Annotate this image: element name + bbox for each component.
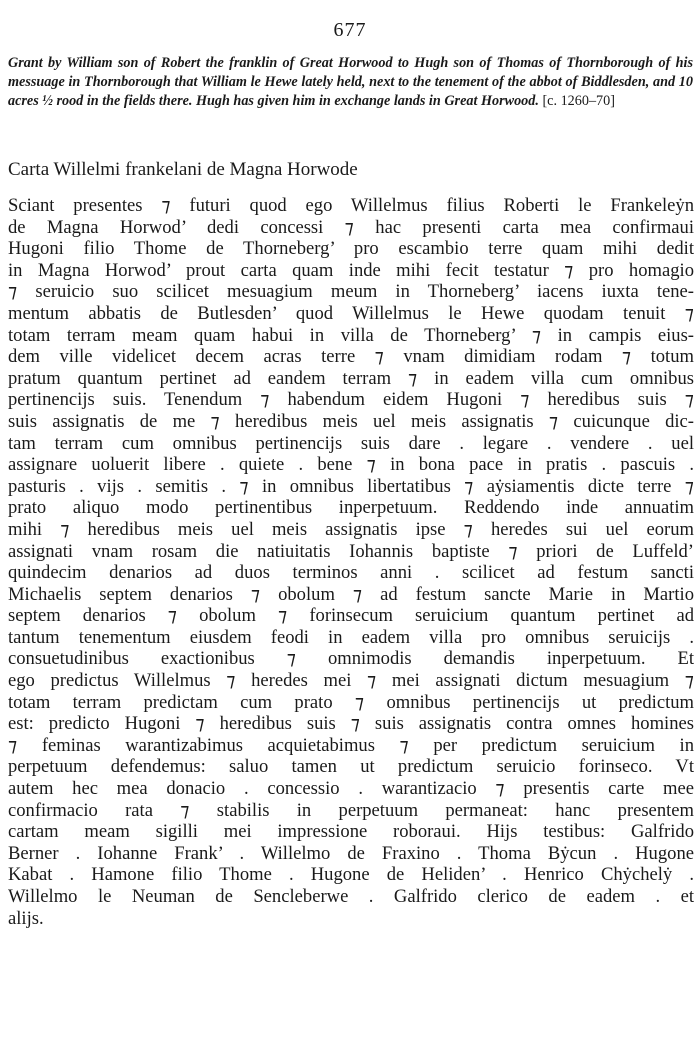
charter-line: totam terram meam quam habui in villa de Thorneberg’ ⁊ in campis eius-	[8, 324, 694, 346]
charter-line: suis assignatis de me ⁊ heredibus meis uel meis assignatis ⁊ cuicunque dic-	[8, 410, 694, 432]
charter-line: consuetudinibus exactionibus ⁊ omnimodis demandis inperpetuum. Et	[8, 648, 694, 670]
charter-line: mentum abbatis de Butlesden’ quod Willelmus le Hewe quodam tenuit ⁊	[8, 302, 694, 324]
charter-line: Sciant presentes ⁊ futuri quod ego Willelmus filius Roberti le Frankeleẏn	[8, 195, 694, 216]
charter-line: Kabat . Hamone filio Thome . Hugone de Heliden’ . Henrico Chẏchelẏ .	[8, 864, 694, 886]
charter-line: Willelmo le Neuman de Sencleberwe . Galfrido clerico de eadem . et	[8, 886, 694, 907]
charter-line: est: predicto Hugoni ⁊ heredibus suis ⁊ suis assignatis contra omnes homines	[8, 713, 694, 735]
charter-line: Berner . Iohanne Frank’ . Willelmo de Fraxino . Thoma Bẏcun . Hugone	[8, 842, 694, 864]
page-number: 677	[333, 19, 367, 41]
document-title: Carta Willelmi frankelani de Magna Horwode	[8, 159, 358, 180]
charter-line: tam terram cum omnibus pertinencijs suis dare . legare . vendere . uel	[8, 432, 694, 454]
charter-line: Michaelis septem denarios ⁊ obolum ⁊ ad festum sancte Marie in Martio	[8, 583, 694, 605]
charter-line: dem ville videlicet decem acras terre ⁊ vnam dimidiam rodam ⁊ totum	[8, 346, 694, 368]
charter-line: alijs.	[8, 907, 44, 929]
charter-line: assignati vnam rosam die natiuitatis Iohannis baptiste ⁊ priori de Luffeld’	[8, 540, 694, 562]
summary-date: [c. 1260–70]	[542, 93, 615, 109]
charter-line: prato aliquo modo pertinentibus inperpetuum. Reddendo inde annuatim	[8, 497, 694, 519]
charter-text	[8, 195, 694, 929]
charter-line: autem hec mea donacio . concessio . warantizacio ⁊ presentis carte mee	[8, 778, 694, 800]
charter-line: ego predictus Willelmus ⁊ heredes mei ⁊ mei assignati dictum mesuagium ⁊	[8, 670, 694, 692]
charter-line: mihi ⁊ heredibus meis uel meis assignatis ipse ⁊ heredes sui uel eorum	[8, 518, 694, 540]
summary-text: Grant by William son of Robert the franklin of Great Horwood to Hugh son of Thomas of Thornborough of his messuage in Thornborough that William le Hewe lately held, next to the tenement of the abbot of Biddlesden, and 10 acres ½ rood in the fields there. Hugh has given him in exchange lands in Great Horwood.	[8, 55, 693, 109]
charter-line: ⁊ feminas warantizabimus acquietabimus ⁊ per predictum seruicium in	[8, 734, 694, 756]
charter-line: de Magna Horwod’ dedi concessi ⁊ hac presenti carta mea confirmaui	[8, 216, 694, 238]
charter-line: ⁊ seruicio suo scilicet mesuagium meum in Thorneberg’ iacens iuxta tene-	[8, 281, 694, 303]
charter-line: tantum tenementum eiusdem feodi in eadem villa pro omnibus seruicijs .	[8, 626, 694, 648]
charter-line: perpetuum defendemus: saluo tamen ut predictum seruicio forinseco. Vt	[8, 756, 694, 778]
charter-line: cartam meam sigilli mei impressione roboraui. Hijs testibus: Galfrido	[8, 821, 694, 843]
charter-line: confirmacio rata ⁊ stabilis in perpetuum permaneat: hanc presentem	[8, 799, 694, 821]
charter-line: pasturis . vijs . semitis . ⁊ in omnibus libertatibus ⁊ aẏsiamentis dicte terre ⁊	[8, 475, 694, 497]
charter-line: Hugoni filio Thome de Thorneberg’ pro escambio terre quam mihi dedit	[8, 238, 694, 260]
charter-line: in Magna Horwod’ prout carta quam inde mihi fecit testatur ⁊ pro homagio	[8, 259, 694, 281]
charter-line: assignare uoluerit libere . quiete . bene ⁊ in bona pace in pratis . pascuis .	[8, 454, 694, 476]
document-summary	[8, 54, 693, 111]
charter-line: quindecim denarios ad duos terminos anni . scilicet ad festum sancti	[8, 562, 694, 584]
charter-line: totam terram predictam cum prato ⁊ omnibus pertinencijs ut predictum	[8, 691, 694, 713]
charter-line: septem denarios ⁊ obolum ⁊ forinsecum seruicium quantum pertinet ad	[8, 605, 694, 627]
charter-line: pertinencijs suis. Tenendum ⁊ habendum eidem Hugoni ⁊ heredibus suis ⁊	[8, 389, 694, 411]
charter-line: pratum quantum pertinet ad eandem terram ⁊ in eadem villa cum omnibus	[8, 367, 694, 389]
